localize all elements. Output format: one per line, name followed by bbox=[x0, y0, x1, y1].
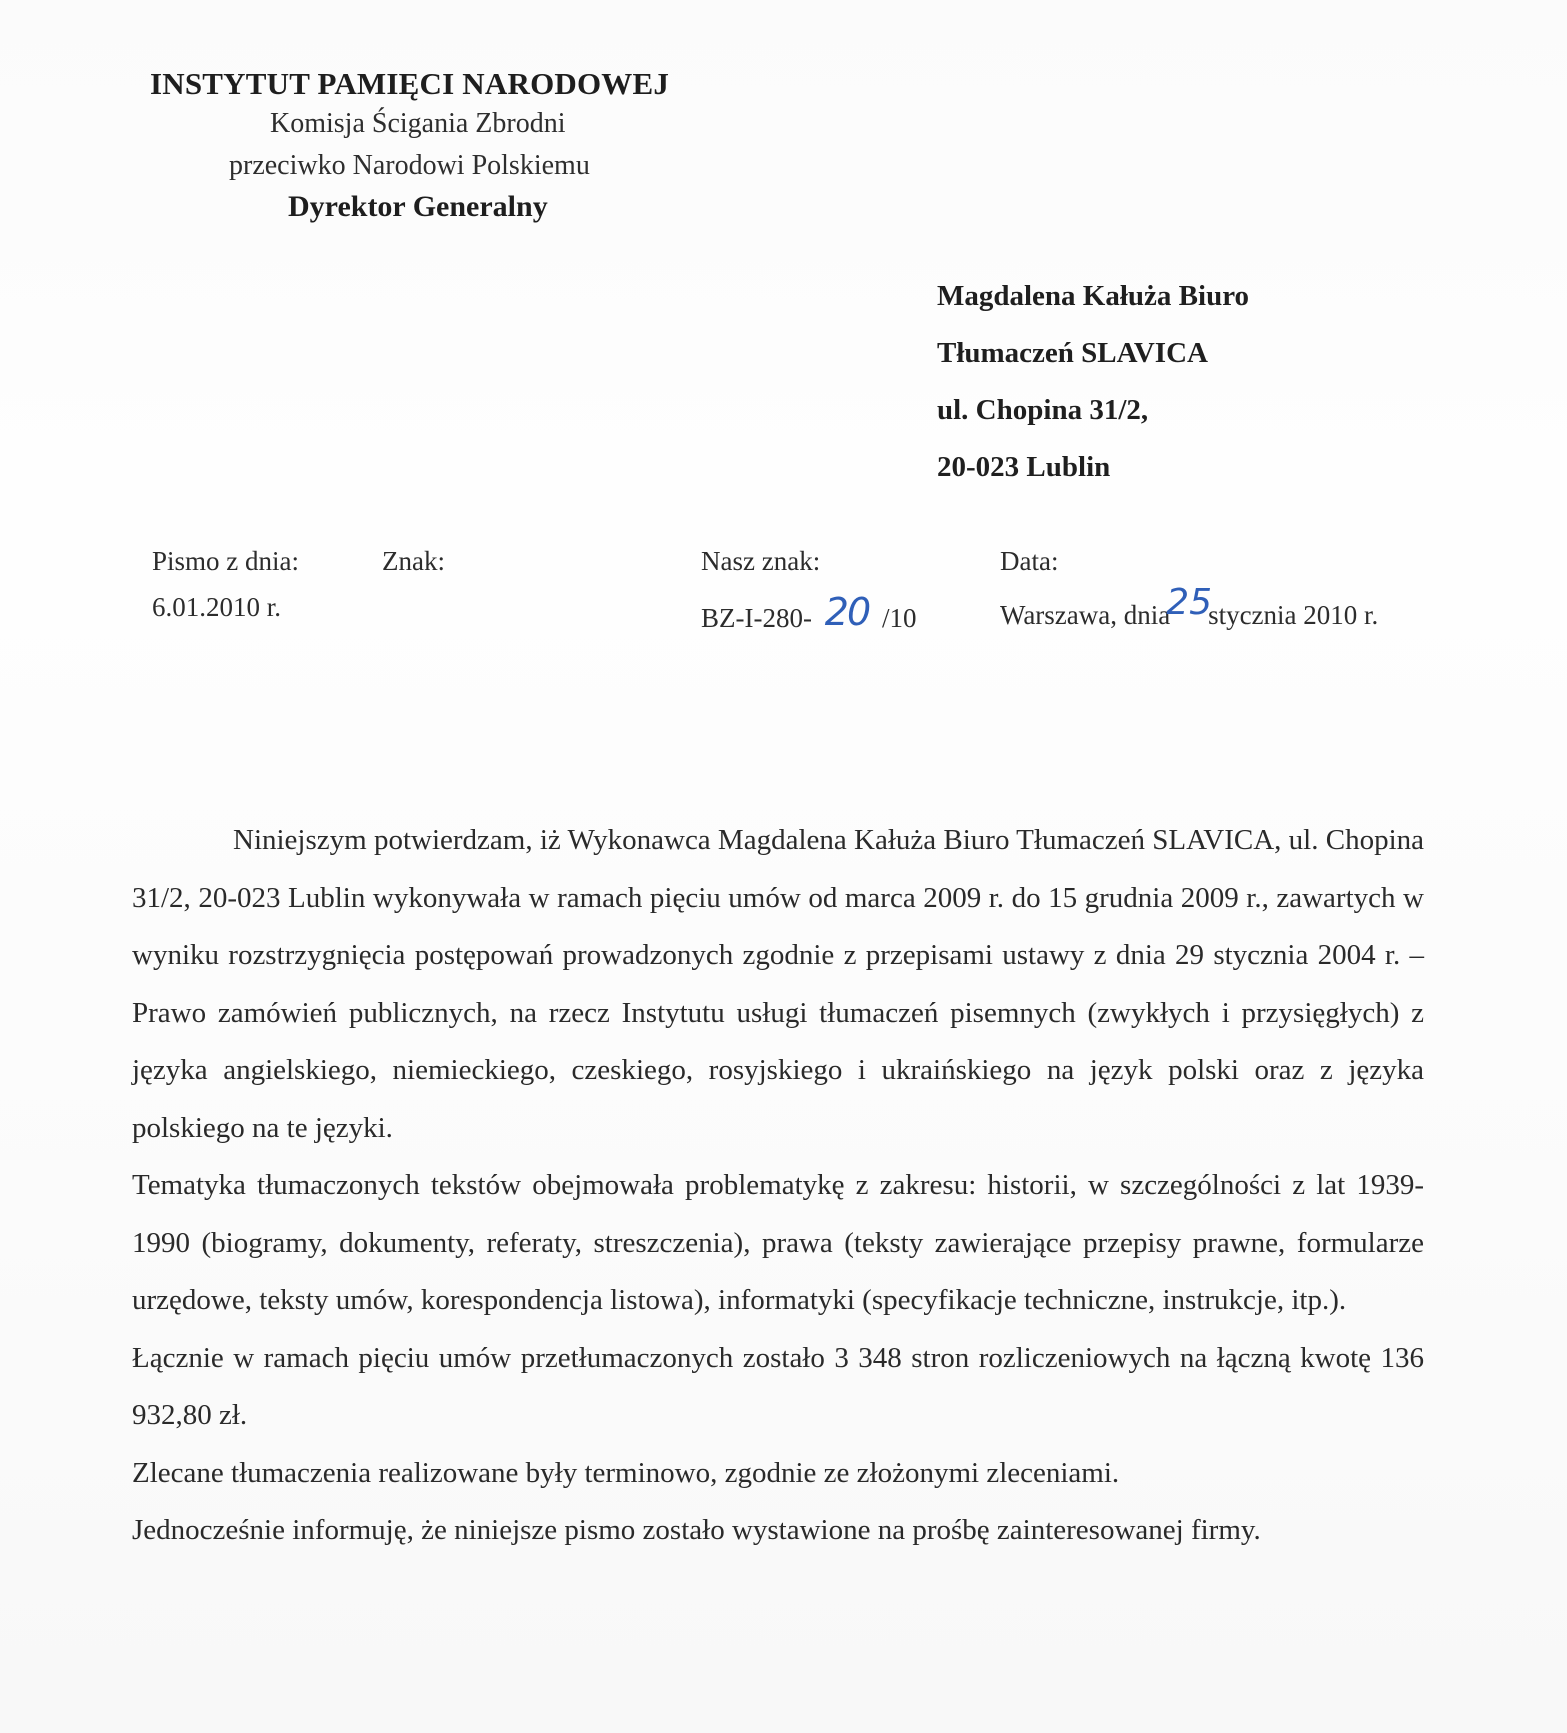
sign-label: Znak: bbox=[382, 546, 445, 576]
our-sign-handwritten-number: 20 bbox=[824, 590, 870, 634]
letter-date-field bbox=[152, 546, 299, 623]
position-title: Dyrektor Generalny bbox=[288, 190, 548, 223]
date-handwritten-day: 25 bbox=[1166, 582, 1213, 623]
body-paragraph-3: Łącznie w ramach pięciu umów przetłumaczonych zostało 3 348 stron rozliczeniowych na łączną kwotę 136 932,80 zł. bbox=[132, 1341, 1424, 1431]
letter-body bbox=[132, 812, 1424, 1560]
commission-line-2: przeciwko Narodowi Polskiemu bbox=[229, 150, 590, 181]
date-suffix: stycznia 2010 r. bbox=[1208, 600, 1379, 630]
date-prefix: Warszawa, dnia bbox=[1000, 600, 1171, 630]
addressee-line-4: 20-023 Lublin bbox=[937, 451, 1111, 483]
organization-name: INSTYTUT PAMIĘCI NARODOWEJ bbox=[150, 66, 670, 101]
body-paragraph-2: Tematyka tłumaczonych tekstów obejmowała problematykę z zakresu: historii, w szczególności z lat 1939-1990 (biogramy, dokumenty, referaty, streszczenia), prawa (teksty zawierające przepisy prawne, formularze urzędowe, teksty umów, korespondencja listowa), informatyki (specyfikacje techniczne, instrukcje, itp.). bbox=[132, 1169, 1424, 1316]
body-paragraph-4: Zlecane tłumaczenia realizowane były terminowo, zgodnie ze złożonymi zleceniami. bbox=[132, 1456, 1120, 1489]
our-sign-value bbox=[701, 592, 916, 636]
our-sign-prefix: BZ-I-280- bbox=[701, 603, 812, 633]
our-sign-label: Nasz znak: bbox=[701, 546, 821, 576]
our-sign-suffix: /10 bbox=[881, 603, 917, 633]
sign-field bbox=[382, 546, 445, 592]
addressee-block bbox=[937, 278, 1249, 506]
date-field bbox=[1000, 546, 1378, 633]
date-label: Data: bbox=[1000, 546, 1059, 576]
body-paragraph-1: Niniejszym potwierdzam, iż Wykonawca Magdalena Kałuża Biuro Tłumaczeń SLAVICA, ul. Chopina 31/2, 20-023 Lublin wykonywała w ramach pięciu umów od marca 2009 r. do 15 grudnia 2009 r., zawartych w wyniku rozstrzygnięcia postępowań prowadzonych zgodnie z przepisami ustawy z dnia 29 stycznia 2004 r. – Prawo zamówień publicznych, na rzecz Instytutu usługi tłumaczeń pisemnych (zwykłych i przysięgłych) z języka angielskiego, niemieckiego, czeskiego, rosyjskiego i ukraińskiego na język polski oraz z języka polskiego na te języki. bbox=[132, 824, 1424, 1144]
our-sign-field bbox=[701, 546, 916, 636]
date-value bbox=[1000, 582, 1379, 633]
addressee-line-3: ul. Chopina 31/2, bbox=[937, 394, 1149, 426]
addressee-line-2: Tłumaczeń SLAVICA bbox=[937, 337, 1208, 369]
body-paragraph-5: Jednocześnie informuję, że niniejsze pismo zostało wystawione na prośbę zainteresowanej firmy. bbox=[132, 1514, 1261, 1546]
addressee-line-1: Magdalena Kałuża Biuro bbox=[937, 280, 1250, 312]
letter-date-value: 6.01.2010 r. bbox=[152, 592, 282, 622]
commission-line-1: Komisja Ścigania Zbrodni bbox=[270, 108, 566, 139]
letter-date-label: Pismo z dnia: bbox=[152, 546, 299, 576]
